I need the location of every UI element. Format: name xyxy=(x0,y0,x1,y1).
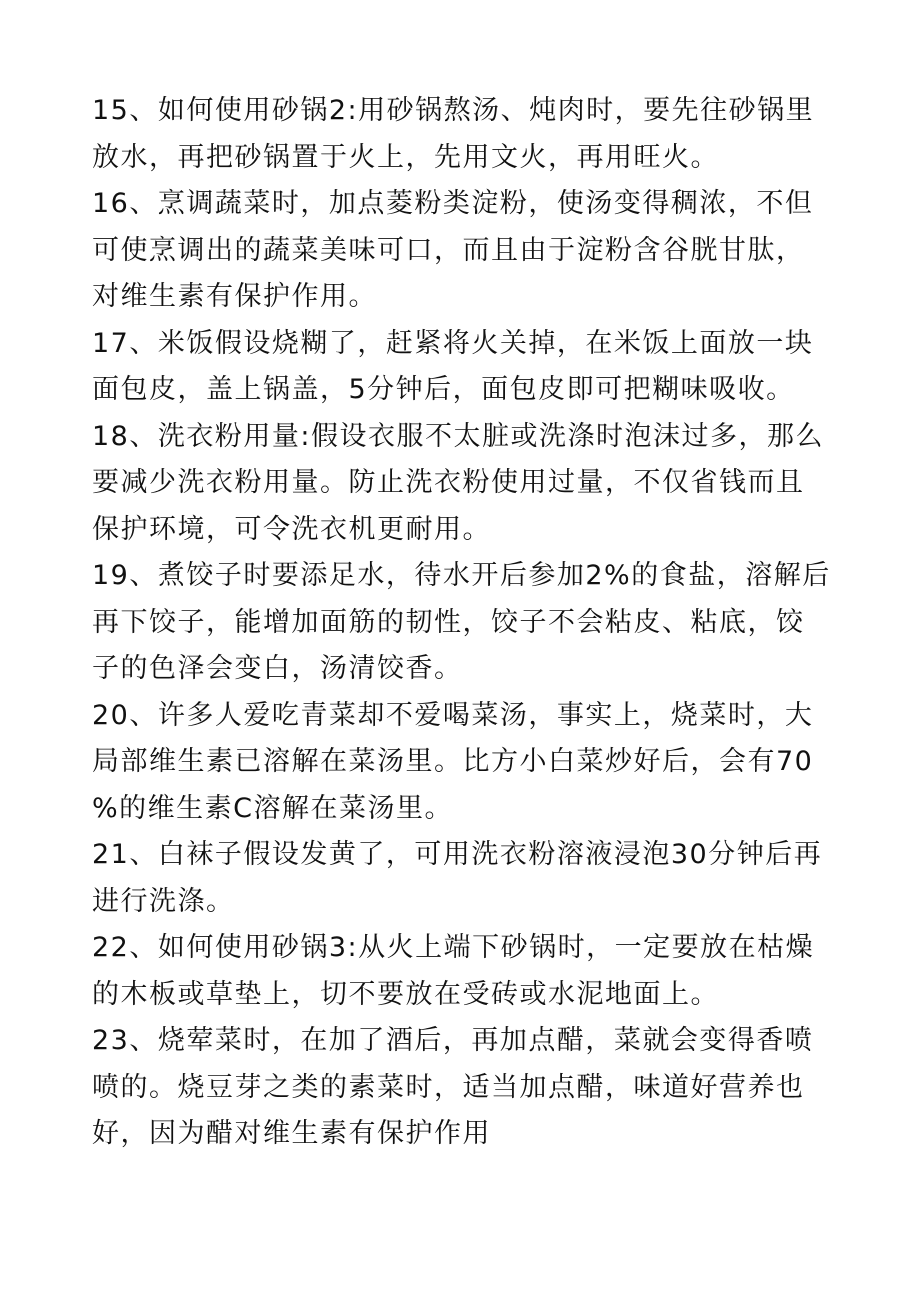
paragraph-21: 21、白袜子假设发黄了，可用洗衣粉溶液浸泡30分钟后再进行洗涤。 xyxy=(92,839,823,917)
paragraph-22: 22、如何使用砂锅3:从火上端下砂锅时，一定要放在枯燥的木板或草垫上，切不要放在受砖或水泥地面上。 xyxy=(92,932,815,1010)
paragraph-15: 15、如何使用砂锅2:用砂锅熬汤、炖肉时，要先往砂锅里放水，再把砂锅置于火上，先用文火，再用旺火。 xyxy=(92,95,815,173)
document-body xyxy=(92,88,832,1158)
paragraph-23: 23、烧荤菜时，在加了酒后，再加点醋，菜就会变得香喷喷的。烧豆芽之类的素菜时，适当加点醋，味道好营养也好，因为醋对维生素有保护作用 xyxy=(92,1025,814,1149)
paragraph-16: 16、烹调蔬菜时，加点菱粉类淀粉，使汤变得稠浓，不但可使烹调出的蔬菜美味可口，而且由于淀粉含谷胱甘肽，对维生素有保护作用。 xyxy=(92,188,814,312)
paragraph-19: 19、煮饺子时要添足水，待水开后参加2%的食盐，溶解后再下饺子，能增加面筋的韧性，饺子不会粘皮、粘底，饺子的色泽会变白，汤清饺香。 xyxy=(92,560,831,684)
paragraph-20: 20、许多人爱吃青菜却不爱喝菜汤，事实上，烧菜时，大局部维生素已溶解在菜汤里。比方小白菜炒好后，会有70%的维生素C溶解在菜汤里。 xyxy=(92,699,814,824)
paragraph-17: 17、米饭假设烧糊了，赶紧将火关掉，在米饭上面放一块面包皮，盖上锅盖，5分钟后，面包皮即可把糊味吸收。 xyxy=(92,327,814,405)
paragraph-18: 18、洗衣粉用量:假设衣服不太脏或洗涤时泡沫过多，那么要减少洗衣粉用量。防止洗衣粉使用过量，不仅省钱而且保护环境，可令洗衣机更耐用。 xyxy=(92,420,824,545)
